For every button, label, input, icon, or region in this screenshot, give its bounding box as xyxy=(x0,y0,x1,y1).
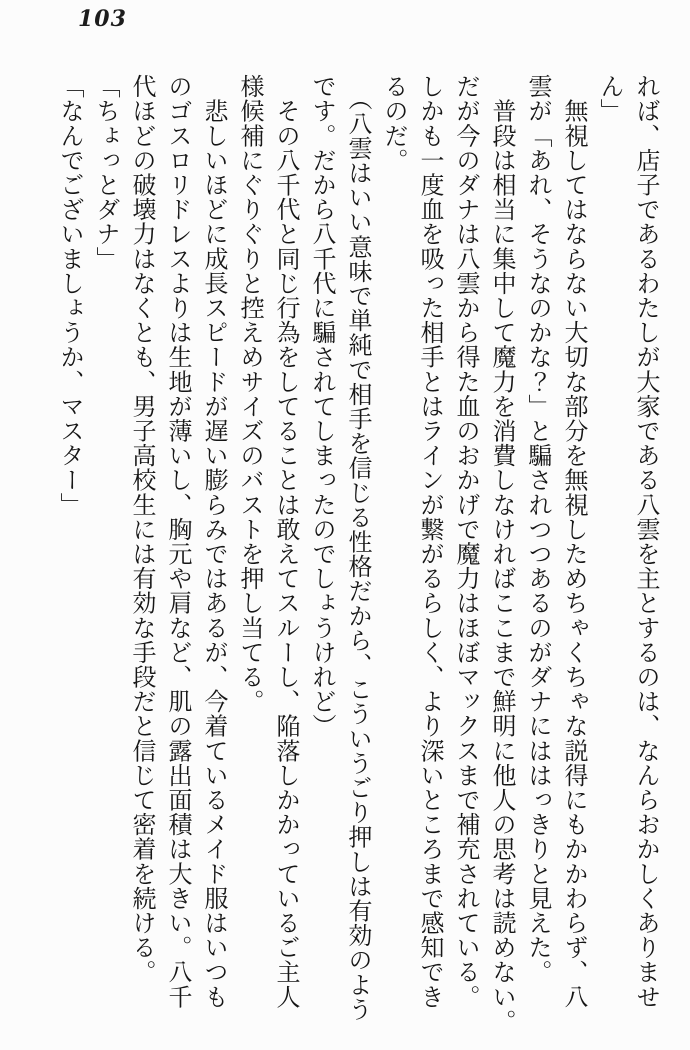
text-block xyxy=(52,74,664,1034)
text-line: その八千代と同じ行為をしてることは敢えてスルーし、陥落しかかっているご主人 xyxy=(272,74,300,1009)
text-line: ん」 xyxy=(596,74,624,124)
text-line: のゴスロリドレスよりは生地が薄いし、胸元や肩など、肌の露出面積は大きい。八千 xyxy=(164,74,192,1009)
page-number: 103 xyxy=(78,6,127,32)
text-line: だが今のダナは八雲から得た血のおかげで魔力はほぼマックスまで補充されている。 xyxy=(452,74,480,1009)
text-line: （八雲はいい意味で単純で相手を信じる性格だから、こういうごり押しは有効のよう xyxy=(344,74,372,1022)
text-line: しかも一度血を吸った相手とはラインが繋がるらしく、より深いところまで感知でき xyxy=(416,74,444,1009)
text-line: 「なんでございましょうか、マスター」 xyxy=(56,74,84,517)
text-line: るのだ。 xyxy=(380,74,408,173)
text-line: 無視してはならない大切な部分を無視しためちゃくちゃな説得にもかかわらず、八 xyxy=(560,74,588,1009)
text-line: 雲が「あれ、そうなのかな？」と騙されつつあるのがダナにははっきりと見えた。 xyxy=(524,74,552,985)
text-line: 「ちょっとダナ」 xyxy=(92,74,120,271)
text-line: 普段は相当に集中して魔力を消費しなければここまで鮮明に他人の思考は読めない。 xyxy=(488,74,516,1034)
text-line: 代ほどの破壊力はなくとも、男子高校生には有効な手段だと信じて密着を続ける。 xyxy=(128,74,156,985)
text-line: です。だから八千代に騙されてしまったのでしょうけれど） xyxy=(308,74,336,739)
text-line: れば、店子であるわたしが大家である八雲を主とするのは、なんらおかしくありませ xyxy=(632,74,660,1009)
text-line: 様候補にぐりぐりと控えめサイズのバストを押し当てる。 xyxy=(236,74,264,714)
text-line: 悲しいほどに成長スピードが遅い膨らみではあるが、今着ているメイド服はいつも xyxy=(200,74,228,1009)
